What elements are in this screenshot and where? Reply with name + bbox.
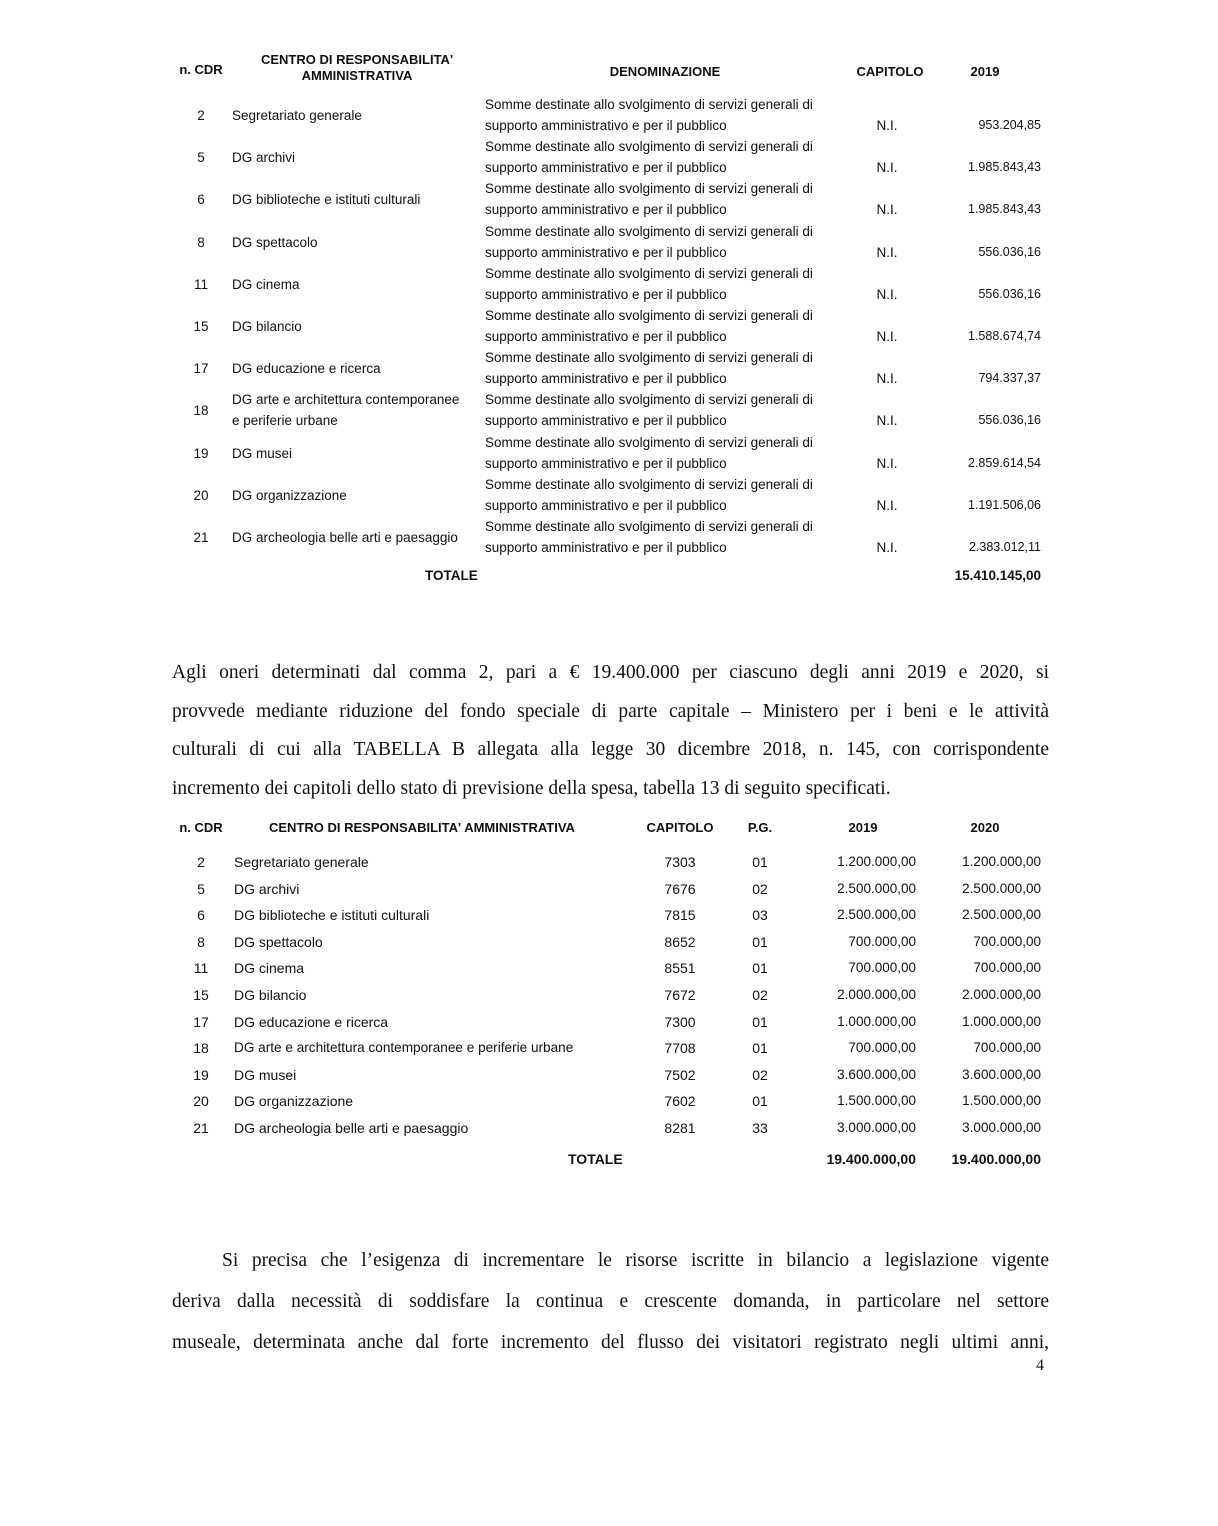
paragraph-line: Si precisa che l’esigenza di incrementare le risorse iscritte in bilancio a legislazione vigente <box>222 1250 1049 1271</box>
cdr-number: 15 <box>193 986 209 1003</box>
table-row <box>165 94 1055 136</box>
amount-2019: 2.383.012,11 <box>968 539 1041 554</box>
pg: 01 <box>752 1040 768 1057</box>
total-2019: 19.400.000,00 <box>826 1150 916 1167</box>
table-row <box>165 263 1055 305</box>
cdr-number: 21 <box>193 529 209 545</box>
denominazione-line2: supporto amministrativo e per il pubblico <box>485 539 727 555</box>
pg: 01 <box>752 854 768 870</box>
table-row <box>165 474 1055 516</box>
centro-name: DG organizzazione <box>232 487 347 503</box>
total-label: TOTALE <box>425 568 478 584</box>
amount-2019: 700.000,00 <box>848 960 916 976</box>
pg: 01 <box>752 1013 768 1030</box>
denominazione <box>485 347 865 389</box>
capitolo: N.I. <box>876 328 898 344</box>
pg: 02 <box>752 880 768 897</box>
pg: 03 <box>752 907 768 924</box>
denominazione <box>485 516 865 558</box>
table-row <box>165 957 1055 984</box>
capitolo: 8652 <box>664 933 696 950</box>
amount-2019: 1.500.000,00 <box>837 1093 916 1109</box>
centro-name: DG musei <box>234 1066 297 1083</box>
pg: 01 <box>752 933 768 950</box>
cdr-number: 20 <box>193 1093 209 1110</box>
table-row <box>165 432 1055 474</box>
paragraph-line: incremento dei capitoli dello stato di previsione della spesa, tabella 13 di seguito specificati. <box>172 777 891 799</box>
table-row <box>165 389 1055 431</box>
denominazione <box>485 136 865 178</box>
centro-name: DG biblioteche e istituti culturali <box>234 907 430 924</box>
denominazione <box>485 94 865 136</box>
denominazione-line1: Somme destinate allo svolgimento di servizi generali di <box>485 518 813 534</box>
amount-2020: 2.000.000,00 <box>962 986 1041 1002</box>
table-row <box>165 305 1055 347</box>
header-centro-line2: AMMINISTRATIVA <box>301 68 413 83</box>
table-row <box>165 1117 1055 1144</box>
capitolo: 7502 <box>664 1066 696 1083</box>
centro-name: DG spettacolo <box>234 933 323 950</box>
denominazione <box>485 263 865 305</box>
centro-name: DG archeologia belle arti e paesaggio <box>232 529 458 545</box>
denominazione-line1: Somme destinate allo svolgimento di servizi generali di <box>485 392 813 408</box>
amount-2020: 1.500.000,00 <box>962 1093 1041 1109</box>
amount-2019: 2.859.614,54 <box>968 455 1041 470</box>
capitolo: N.I. <box>876 118 898 133</box>
cdr-number: 8 <box>197 933 205 950</box>
amount-2019: 794.337,37 <box>978 371 1041 386</box>
paragraph-justification <box>172 1240 1049 1363</box>
capitolo: 7708 <box>664 1040 696 1057</box>
table-row <box>165 851 1055 878</box>
cdr-number: 20 <box>193 487 209 503</box>
cdr-number: 2 <box>197 854 205 870</box>
paragraph-line: museale, determinata anche dal forte incremento del flusso dei visitatori registrato negli ultimi anni, <box>172 1332 1049 1353</box>
header-capitolo: CAPITOLO <box>856 64 924 79</box>
amount-2019: 1.588.674,74 <box>968 328 1041 343</box>
cdr-number: 17 <box>193 361 209 377</box>
amount-2020: 2.500.000,00 <box>962 907 1041 923</box>
header-denominazione: DENOMINAZIONE <box>609 64 721 79</box>
table1-body <box>165 94 1055 558</box>
header-2019: 2019 <box>848 820 878 835</box>
header-n-cdr: n. CDR <box>179 62 223 77</box>
denominazione-line2: supporto amministrativo e per il pubblico <box>485 455 727 471</box>
centro-name: DG archivi <box>232 150 296 166</box>
amount-2019: 1.985.843,43 <box>968 202 1041 217</box>
capitolo: N.I. <box>876 497 898 513</box>
centro-name: DG biblioteche e istituti culturali <box>232 192 421 208</box>
centro-name: DG educazione e ricerca <box>234 1013 389 1030</box>
pg: 02 <box>752 986 768 1003</box>
cdr-number: 19 <box>193 1066 209 1083</box>
table-row <box>165 221 1055 263</box>
pg: 33 <box>752 1119 768 1136</box>
allocation-table-1 <box>165 50 1055 594</box>
amount-2019: 3.000.000,00 <box>837 1119 916 1135</box>
table-row <box>165 1037 1055 1064</box>
denominazione <box>485 305 865 347</box>
denominazione-line2: supporto amministrativo e per il pubblico <box>485 371 727 387</box>
denominazione-line2: supporto amministrativo e per il pubblico <box>485 118 727 133</box>
denominazione-line2: supporto amministrativo e per il pubblico <box>485 497 727 513</box>
cdr-number: 5 <box>197 150 205 166</box>
capitolo: N.I. <box>876 371 898 387</box>
centro-name-line1: DG arte e architettura contemporanee <box>232 392 460 408</box>
centro-name: DG cinema <box>234 960 305 977</box>
denominazione-line2: supporto amministrativo e per il pubblico <box>485 286 727 302</box>
denominazione-line1: Somme destinate allo svolgimento di servizi generali di <box>485 223 813 239</box>
denominazione <box>485 474 865 516</box>
capitolo: 8281 <box>664 1119 696 1136</box>
table-row <box>165 1064 1055 1091</box>
centro-name: DG bilancio <box>232 318 302 334</box>
cdr-number: 8 <box>197 234 205 250</box>
denominazione-line1: Somme destinate allo svolgimento di servizi generali di <box>485 307 813 323</box>
centro-name: DG archeologia belle arti e paesaggio <box>234 1119 469 1136</box>
amount-2019: 1.985.843,43 <box>968 160 1041 175</box>
denominazione-line2: supporto amministrativo e per il pubblico <box>485 413 727 429</box>
denominazione-line1: Somme destinate allo svolgimento di servizi generali di <box>485 476 813 492</box>
capitolo: 7300 <box>664 1013 696 1030</box>
amount-2019: 953.204,85 <box>978 118 1041 132</box>
cdr-number: 21 <box>193 1119 209 1136</box>
amount-2019: 700.000,00 <box>848 1040 916 1056</box>
amount-2019: 700.000,00 <box>848 933 916 949</box>
header-n-cdr: n. CDR <box>179 820 223 835</box>
centro-name: Segretariato generale <box>234 854 369 870</box>
capitolo: N.I. <box>876 455 898 471</box>
table-row <box>165 516 1055 558</box>
capitolo: N.I. <box>876 160 898 176</box>
table-row <box>165 931 1055 958</box>
table-row <box>165 984 1055 1011</box>
table-row <box>165 878 1055 905</box>
cdr-number: 6 <box>197 192 205 208</box>
header-2020: 2020 <box>970 820 1000 835</box>
denominazione-line1: Somme destinate allo svolgimento di servizi generali di <box>485 97 813 112</box>
table2-total-row <box>165 1148 1055 1178</box>
amount-2019: 1.191.506,06 <box>968 497 1041 512</box>
amount-2020: 1.200.000,00 <box>962 854 1041 869</box>
amount-2019: 2.500.000,00 <box>837 907 916 923</box>
table1-total-row <box>165 558 1055 594</box>
table-row <box>165 178 1055 220</box>
cdr-number: 17 <box>193 1013 209 1030</box>
cdr-number: 18 <box>193 1040 209 1057</box>
amount-2020: 3.600.000,00 <box>962 1066 1041 1082</box>
centro-name: DG musei <box>232 445 293 461</box>
denominazione-line1: Somme destinate allo svolgimento di servizi generali di <box>485 265 813 281</box>
page-number: 4 <box>1036 1357 1044 1374</box>
denominazione-line1: Somme destinate allo svolgimento di servizi generali di <box>485 181 813 197</box>
amount-2020: 2.500.000,00 <box>962 880 1041 896</box>
capitolo: N.I. <box>876 202 898 218</box>
table2-header <box>165 815 1055 851</box>
pg: 01 <box>752 1093 768 1110</box>
denominazione <box>485 389 865 431</box>
amount-2020: 700.000,00 <box>973 1040 1041 1056</box>
amount-2020: 1.000.000,00 <box>962 1013 1041 1029</box>
amount-2019: 1.200.000,00 <box>837 854 916 869</box>
denominazione <box>485 178 865 220</box>
cdr-number: 11 <box>193 276 208 292</box>
capitolo: N.I. <box>876 539 898 555</box>
header-centro <box>237 52 477 84</box>
amount-2019: 556.036,16 <box>978 244 1041 259</box>
capitolo: 7602 <box>664 1093 696 1110</box>
header-centro: CENTRO DI RESPONSABILITA' AMMINISTRATIVA <box>269 820 575 835</box>
table-row <box>165 347 1055 389</box>
denominazione-line1: Somme destinate allo svolgimento di servizi generali di <box>485 350 813 366</box>
cdr-number: 11 <box>193 960 209 977</box>
pg: 02 <box>752 1066 768 1083</box>
centro-name: DG archivi <box>234 880 300 897</box>
denominazione <box>485 221 865 263</box>
header-centro-line1: CENTRO DI RESPONSABILITA' <box>260 52 454 67</box>
centro-name: DG bilancio <box>234 986 307 1003</box>
cdr-number: 6 <box>197 907 205 924</box>
centro-name: DG educazione e ricerca <box>232 361 381 377</box>
header-pg: P.G. <box>747 820 773 835</box>
table-row <box>165 136 1055 178</box>
capitolo: 7672 <box>664 986 696 1003</box>
capitolo: 7815 <box>664 907 696 924</box>
centro-name: DG arte e architettura contemporanee e periferie urbane <box>234 1040 574 1056</box>
paragraph-funding <box>172 654 1049 808</box>
centro-name <box>232 389 482 431</box>
table-row <box>165 1011 1055 1038</box>
paragraph-line: culturali di cui alla TABELLA B allegata alla legge 30 dicembre 2018, n. 145, con corrispondente <box>172 739 1049 760</box>
total-2020: 19.400.000,00 <box>951 1150 1041 1167</box>
amount-2019: 2.500.000,00 <box>837 880 916 896</box>
denominazione-line1: Somme destinate allo svolgimento di servizi generali di <box>485 139 813 155</box>
pg: 01 <box>752 960 768 977</box>
total-label: TOTALE <box>568 1150 623 1167</box>
capitolo: N.I. <box>876 413 898 429</box>
amount-2019: 556.036,16 <box>978 286 1041 301</box>
centro-name: DG spettacolo <box>232 234 318 250</box>
total-value: 15.410.145,00 <box>954 568 1041 584</box>
table-row <box>165 1090 1055 1117</box>
centro-name: DG organizzazione <box>234 1093 354 1110</box>
denominazione <box>485 432 865 474</box>
capitolo: N.I. <box>876 244 898 260</box>
cdr-number: 2 <box>197 108 205 123</box>
amount-2020: 700.000,00 <box>973 960 1041 976</box>
denominazione-line1: Somme destinate allo svolgimento di servizi generali di <box>485 434 813 450</box>
cdr-number: 15 <box>193 318 209 334</box>
centro-name: DG cinema <box>232 276 300 292</box>
cdr-number: 5 <box>197 880 205 897</box>
amount-2019: 3.600.000,00 <box>837 1066 916 1082</box>
denominazione-line2: supporto amministrativo e per il pubblico <box>485 328 727 344</box>
capitolo: 7303 <box>664 854 696 870</box>
cdr-number: 18 <box>193 403 209 419</box>
centro-name-line2: e periferie urbane <box>232 413 338 429</box>
amount-2019: 2.000.000,00 <box>837 986 916 1002</box>
amount-2019: 1.000.000,00 <box>837 1013 916 1029</box>
amount-2020: 700.000,00 <box>973 933 1041 949</box>
denominazione-line2: supporto amministrativo e per il pubblico <box>485 160 727 176</box>
denominazione-line2: supporto amministrativo e per il pubblico <box>485 202 727 218</box>
table-row <box>165 904 1055 931</box>
denominazione-line2: supporto amministrativo e per il pubblico <box>485 244 727 260</box>
capitolo: 7676 <box>664 880 696 897</box>
capitolo: 8551 <box>664 960 696 977</box>
allocation-table-2 <box>165 815 1055 1178</box>
capitolo: N.I. <box>876 286 898 302</box>
paragraph-line: Agli oneri determinati dal comma 2, pari a € 19.400.000 per ciascuno degli anni 2019 e 2020, si <box>172 662 1049 683</box>
paragraph-line: provvede mediante riduzione del fondo speciale di parte capitale – Ministero per i beni e le attività <box>172 700 1049 722</box>
header-2019: 2019 <box>970 64 1000 79</box>
header-capitolo: CAPITOLO <box>646 820 714 835</box>
table2-body <box>165 851 1055 1144</box>
amount-2019: 556.036,16 <box>978 413 1041 428</box>
centro-name: Segretariato generale <box>232 108 362 123</box>
paragraph-line: deriva dalla necessità di soddisfare la continua e crescente domanda, in particolare nel settore <box>172 1291 1049 1312</box>
cdr-number: 19 <box>193 445 209 461</box>
amount-2020: 3.000.000,00 <box>962 1119 1041 1135</box>
table1-header <box>165 50 1055 94</box>
